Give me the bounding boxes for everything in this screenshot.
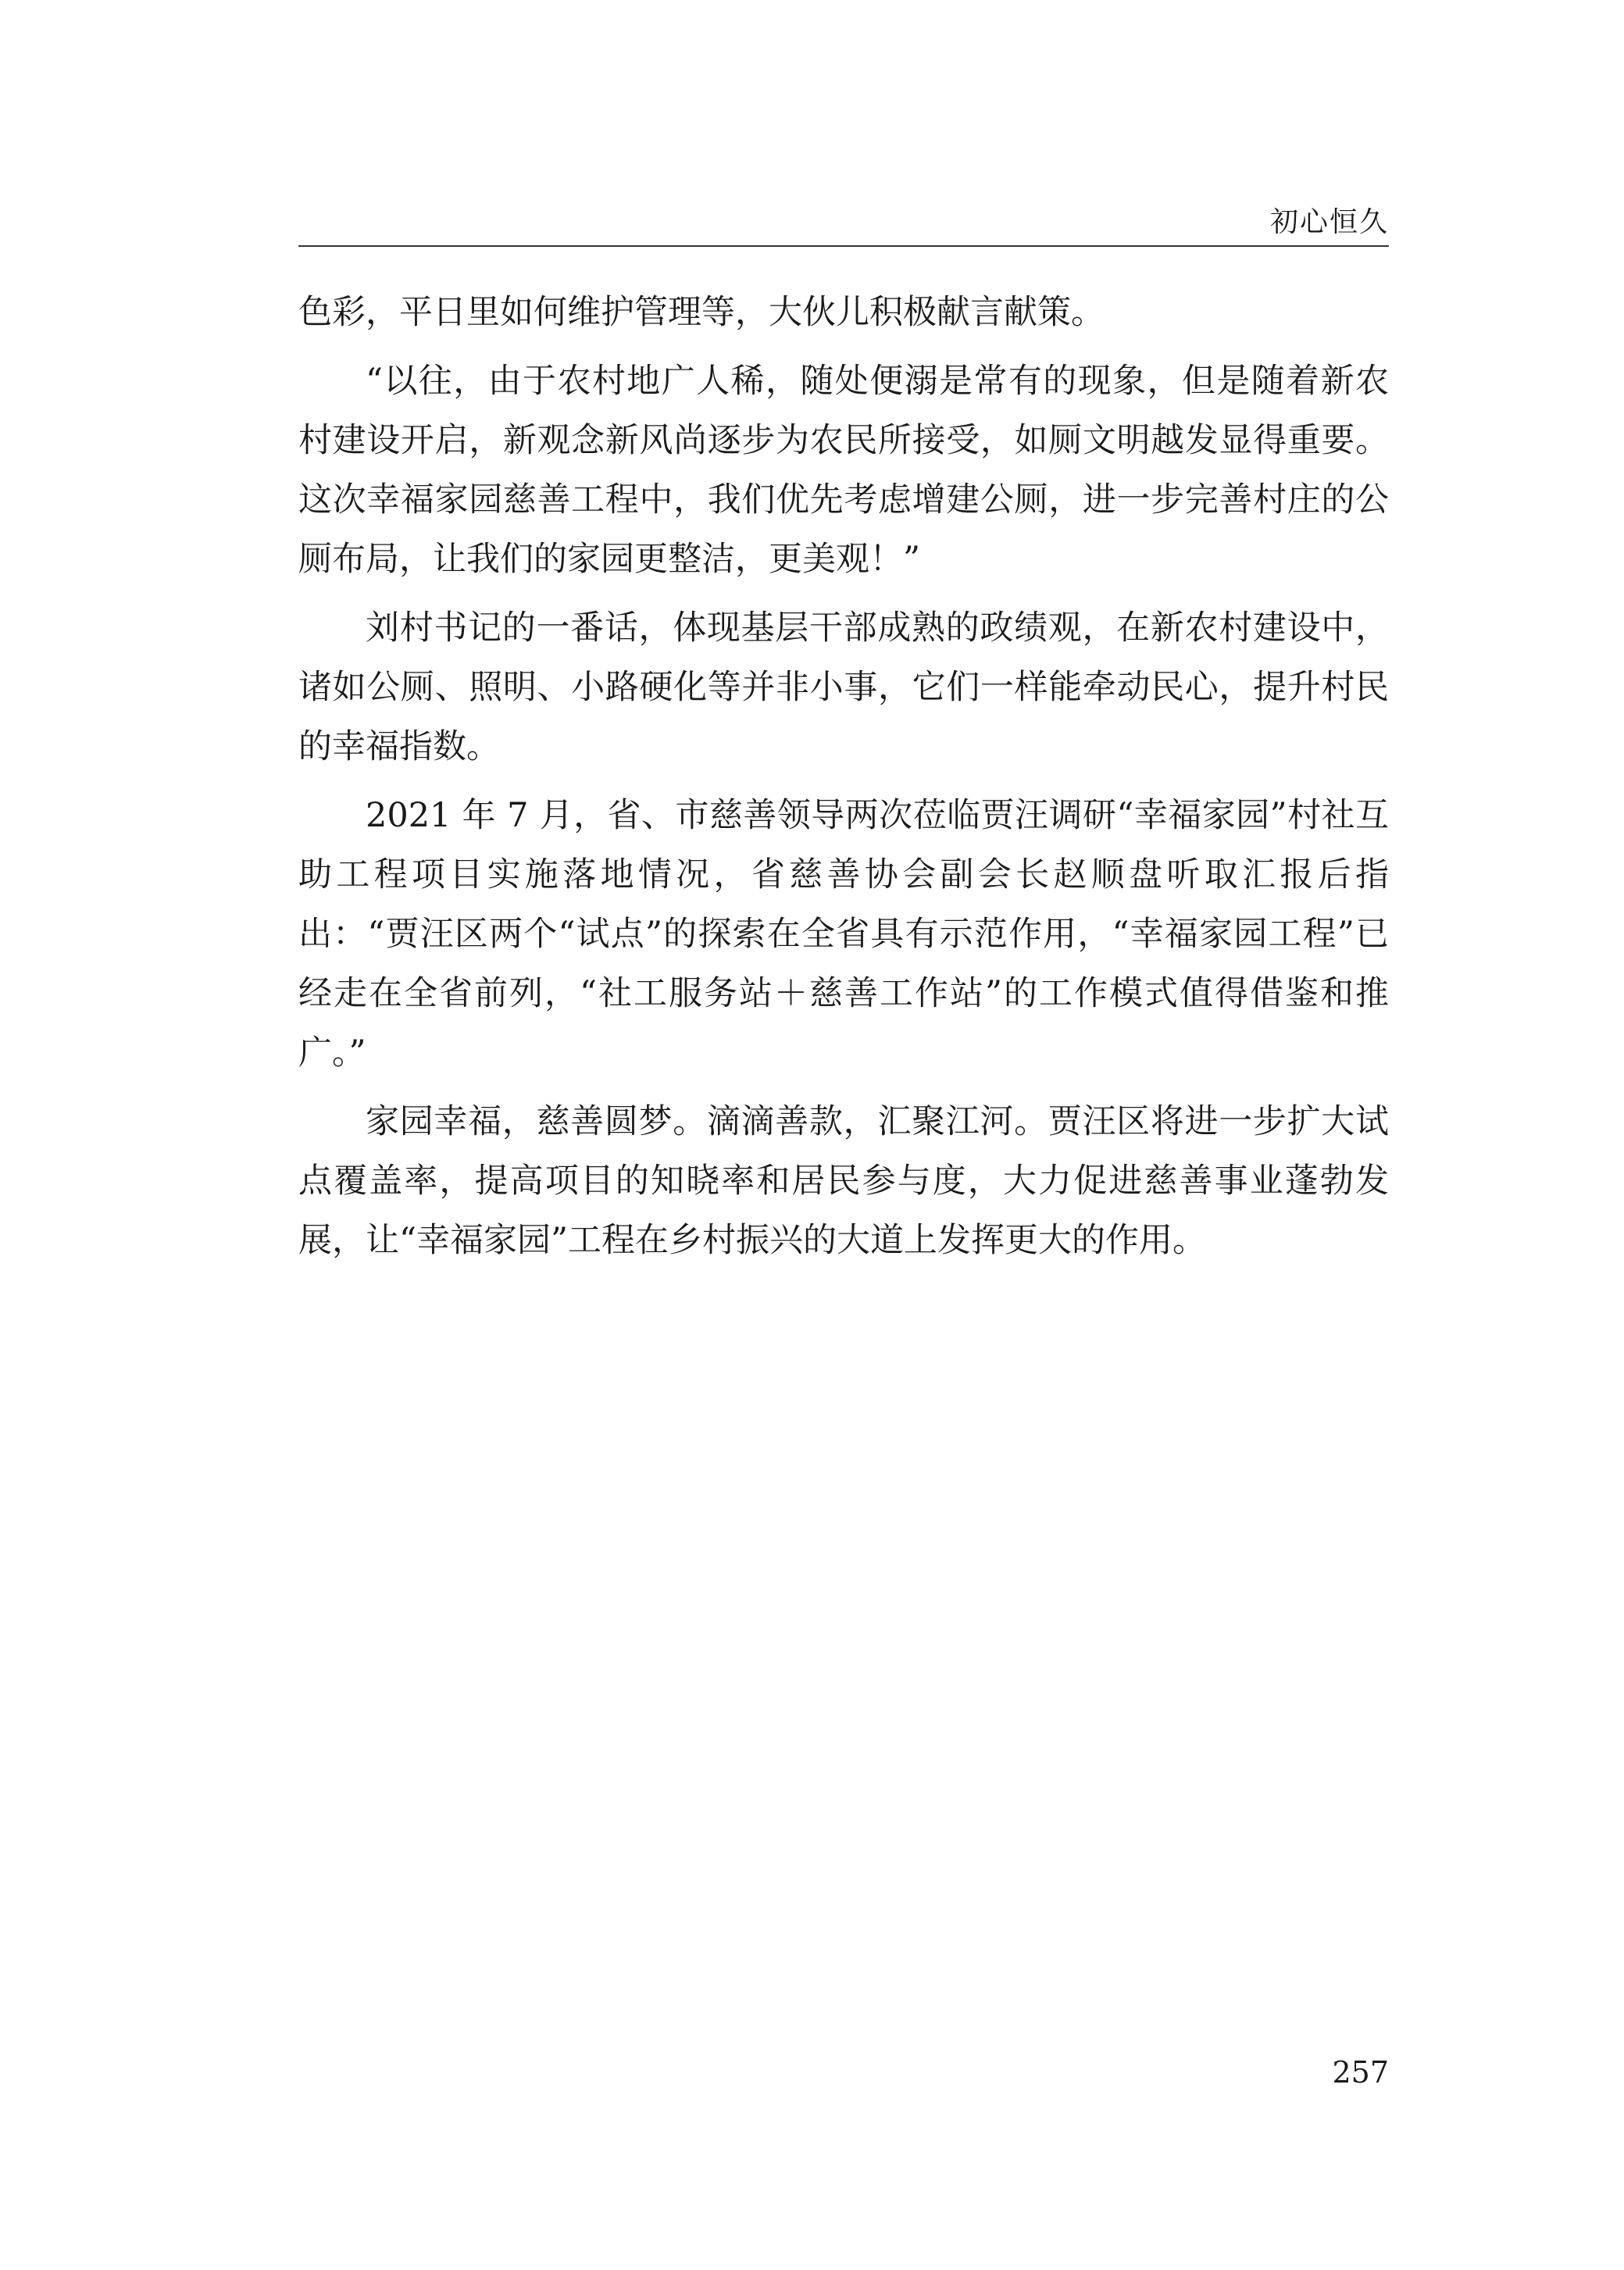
body-text — [298, 283, 1389, 1280]
paragraph-conclusion: 家园幸福，慈善圆梦。滴滴善款，汇聚江河。贾汪区将进一步扩大试点覆盖率，提高项目的知晓率和居民参与度，大力促进慈善事业蓬勃发展，让“幸福家园”工程在乡村振兴的大道上发挥更大的作用。 — [298, 1102, 1389, 1260]
running-header: 初心恒久 — [1269, 206, 1389, 238]
paragraph-visit: 2021 年 7 月，省、市慈善领导两次莅临贾汪调研“幸福家园”村社互助工程项目实施落地情况，省慈善协会副会长赵顺盘听取汇报后指出：“贾汪区两个“试点”的探索在全省具有示范作用，“幸福家园工程”已经走在全省前列，“社工服务站＋慈善工作站”的工作模式值得借鉴和推广。” — [298, 796, 1389, 1073]
header-rule — [298, 245, 1389, 247]
paragraph-continuation: 色彩，平日里如何维护管理等，大伙儿积极献言献策。 — [298, 293, 1105, 332]
paragraph-commentary: 刘村书记的一番话，体现基层干部成熟的政绩观，在新农村建设中，诸如公厕、照明、小路硬化等并非小事，它们一样能牵动民心，提升村民的幸福指数。 — [298, 609, 1389, 766]
paragraph-quote: “以往，由于农村地广人稀，随处便溺是常有的现象，但是随着新农村建设开启，新观念新风尚逐步为农民所接受，如厕文明越发显得重要。这次幸福家园慈善工程中，我们优先考虑增建公厕，进一步完善村庄的公厕布局，让我们的家园更整洁，更美观！” — [298, 362, 1389, 579]
page-number: 257 — [1332, 2055, 1389, 2090]
